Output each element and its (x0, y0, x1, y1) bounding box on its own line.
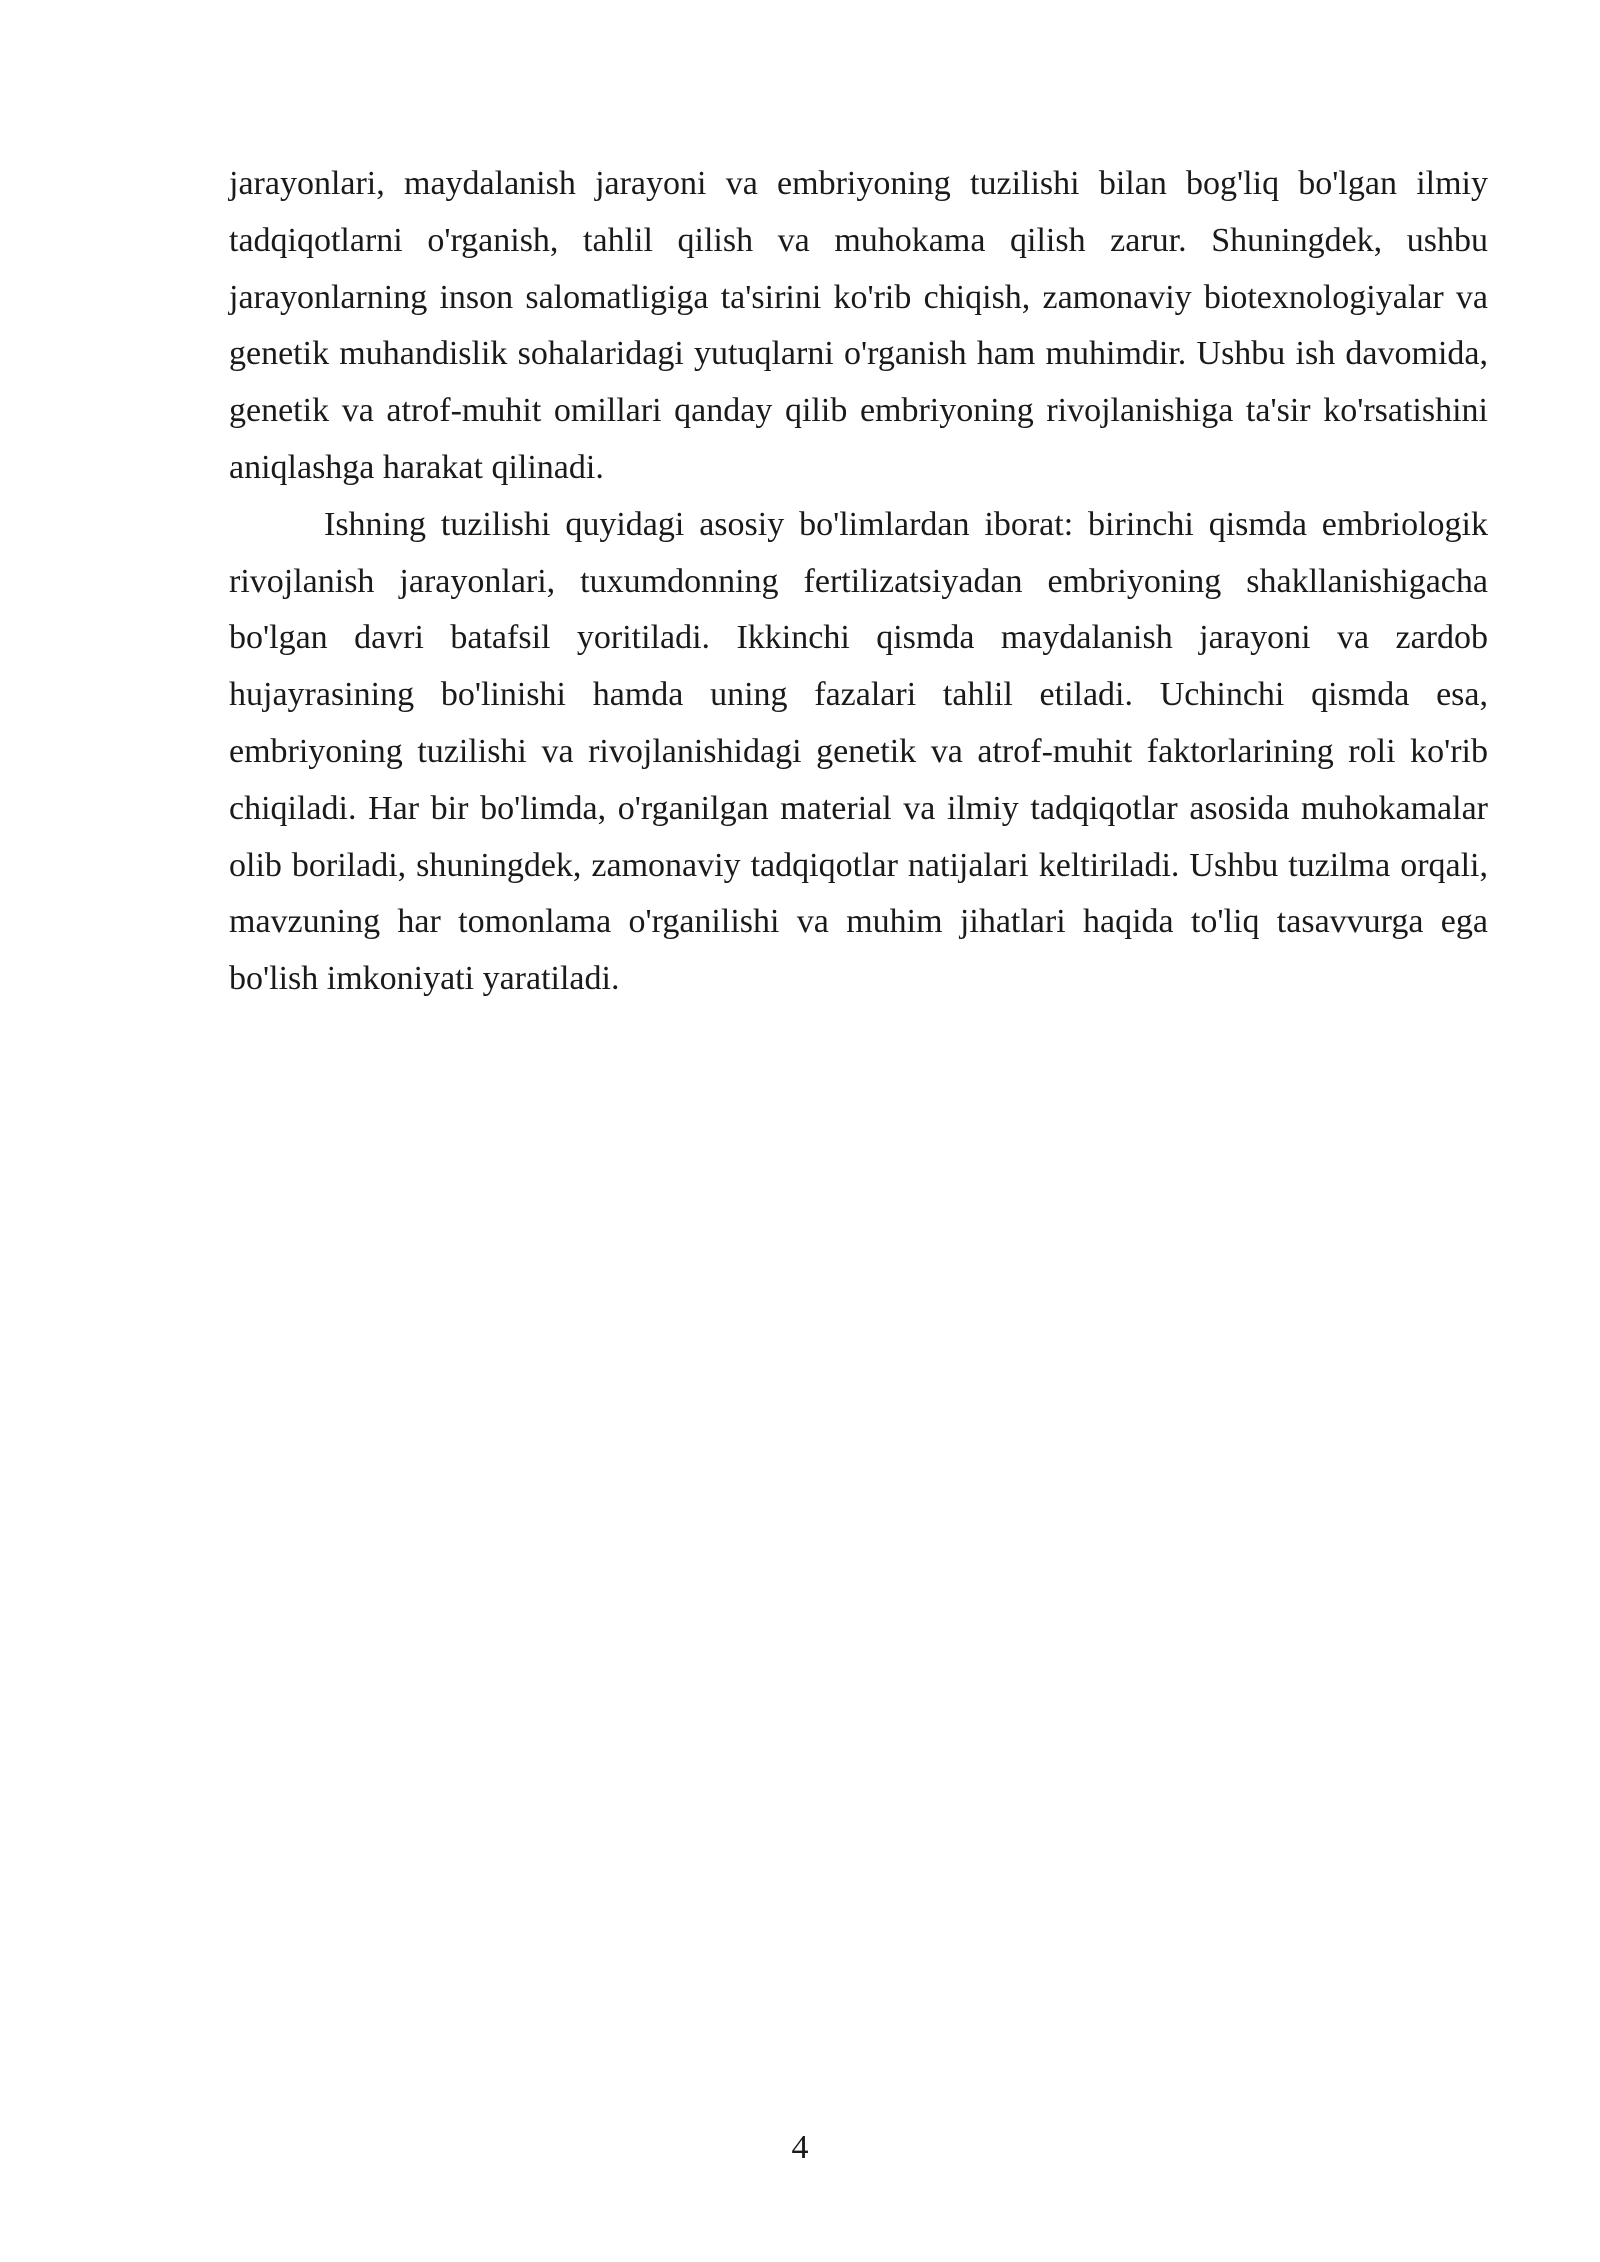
body-text (229, 156, 1488, 1008)
paragraph-continuation: jarayonlari, maydalanish jarayoni va embriyoning tuzilishi bilan bog'liq bo'lgan ilmiy tadqiqotlarni o'rganish, tahlil qilish va muhokama qilish zarur. Shuningdek, ushbu jarayonlarning inson salomatligiga ta'sirini ko'rib chiqish, zamonaviy biotexnologiyalar va genetik muhandislik sohalaridagi yutuqlarni o'rganish ham muhimdir. Ushbu ish davomida, genetik va atrof-muhit omillari qanday qilib embriyoning rivojlanishiga ta'sir ko'rsatishini aniqlashga harakat qilinadi. (229, 165, 1488, 486)
paragraph-structure: Ishning tuzilishi quyidagi asosiy bo'limlardan iborat: birinchi qismda embriologik rivojlanish jarayonlari, tuxumdonning fertilizatsiyadan embriyoning shakllanishigacha bo'lgan davri batafsil yoritiladi. Ikkinchi qismda maydalanish jarayoni va zardob hujayrasining bo'linishi hamda uning fazalari tahlil etiladi. Uchinchi qismda esa, embriyoning tuzilishi va rivojlanishidagi genetik va atrof-muhit faktorlarining roli ko'rib chiqiladi. Har bir bo'limda, o'rganilgan material va ilmiy tadqiqotlar asosida muhokamalar olib boriladi, shuningdek, zamonaviy tadqiqotlar natijalari keltiriladi. Ushbu tuzilma orqali, mavzuning har tomonlama o'rganilishi va muhim jihatlari haqida to'liq tasavvurga ega bo'lish imkoniyati yaratiladi. (229, 505, 1488, 998)
page-number: 4 (791, 2129, 809, 2166)
